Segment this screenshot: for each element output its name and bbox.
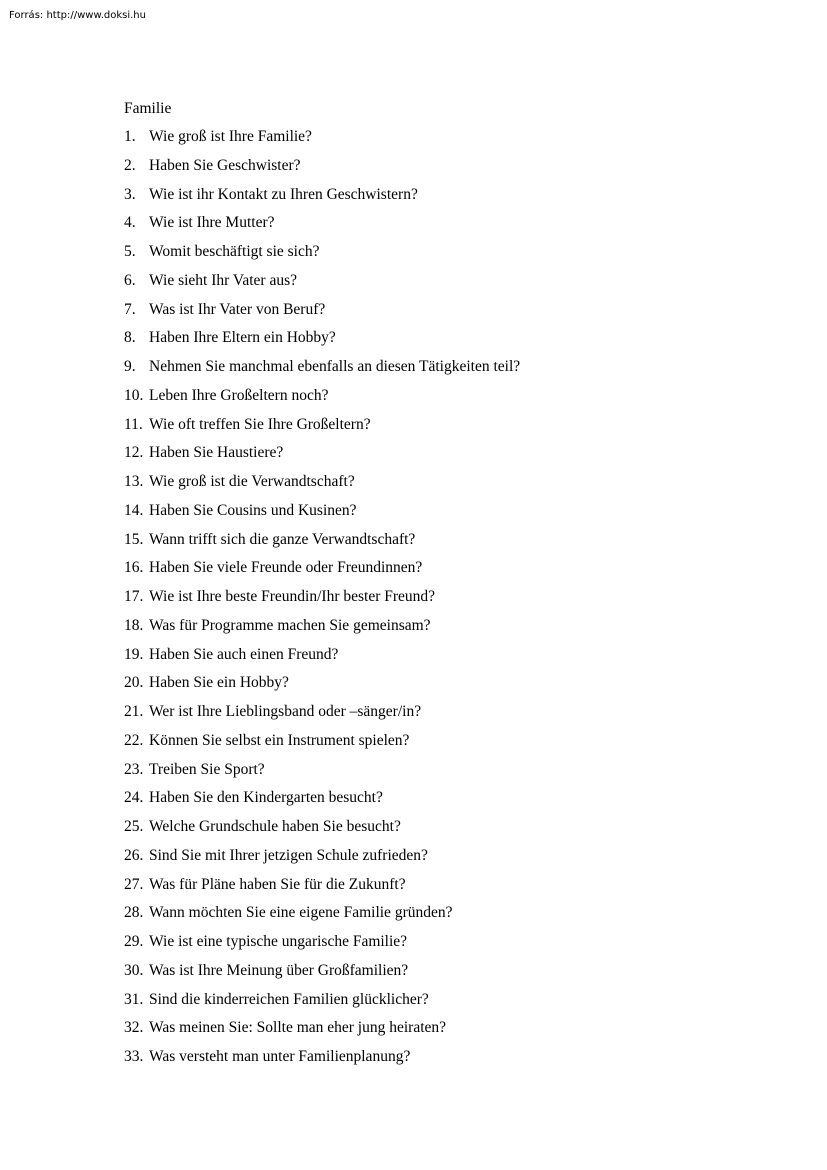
question-text: Haben Sie viele Freunde oder Freundinnen? — [149, 559, 423, 577]
question-number: 16. — [124, 559, 144, 577]
question-number: 15. — [124, 530, 144, 548]
question-number: 17. — [124, 588, 144, 605]
question-text: Wann möchten Sie eine eigene Familie gründen? — [149, 904, 453, 922]
question-number: 20. — [124, 674, 144, 692]
question-text: Haben Sie Haustiere? — [149, 444, 284, 462]
question-number: 24. — [124, 789, 144, 807]
question-item — [124, 415, 724, 444]
question-number: 5. — [124, 243, 136, 260]
question-text: Wann trifft sich die ganze Verwandtschaft? — [149, 530, 416, 548]
question-text: Leben Ihre Großeltern noch? — [149, 386, 329, 404]
question-text: Was für Programme machen Sie gemeinsam? — [149, 616, 431, 634]
question-item — [124, 788, 724, 817]
question-item — [124, 501, 724, 530]
question-item — [124, 616, 724, 645]
question-number: 29. — [124, 933, 144, 950]
question-item — [124, 156, 724, 185]
question-item — [124, 472, 724, 501]
question-item — [124, 817, 724, 846]
question-item — [124, 731, 724, 760]
question-text: Was für Pläne haben Sie für die Zukunft? — [149, 875, 406, 893]
question-text: Womit beschäftigt sie sich? — [149, 243, 320, 260]
question-text: Wie sieht Ihr Vater aus? — [149, 271, 298, 289]
question-text: Sind Sie mit Ihrer jetzigen Schule zufrieden? — [149, 846, 428, 864]
question-item — [124, 185, 724, 214]
question-number: 7. — [124, 300, 136, 318]
question-number: 10. — [124, 386, 144, 404]
question-number: 21. — [124, 703, 144, 720]
question-item — [124, 990, 724, 1019]
question-text: Haben Sie ein Hobby? — [149, 674, 289, 692]
question-number: 9. — [124, 358, 136, 375]
question-text: Nehmen Sie manchmal ebenfalls an diesen Tätigkeiten teil? — [149, 358, 521, 375]
question-item — [124, 587, 724, 616]
question-text: Welche Grundschule haben Sie besucht? — [149, 818, 401, 835]
question-item — [124, 875, 724, 904]
question-text: Treiben Sie Sport? — [149, 760, 265, 778]
question-item — [124, 386, 724, 415]
question-item — [124, 673, 724, 702]
question-text: Was versteht man unter Familienplanung? — [149, 1048, 411, 1065]
document-title: Familie — [124, 100, 172, 117]
question-text: Haben Sie Cousins und Kusinen? — [149, 501, 357, 519]
question-text: Haben Sie auch einen Freund? — [149, 645, 339, 663]
question-item — [124, 127, 724, 156]
question-number: 2. — [124, 156, 136, 174]
question-item — [124, 242, 724, 271]
question-item — [124, 961, 724, 990]
question-item — [124, 932, 724, 961]
question-text: Wie groß ist Ihre Familie? — [149, 128, 312, 145]
question-text: Was ist Ihre Meinung über Großfamilien? — [149, 961, 409, 979]
question-number: 4. — [124, 214, 136, 232]
question-text: Wie ist Ihre Mutter? — [149, 214, 275, 232]
question-number: 13. — [124, 473, 144, 490]
question-text: Wie ist eine typische ungarische Familie? — [149, 933, 408, 950]
question-item — [124, 328, 724, 357]
question-item — [124, 530, 724, 559]
question-item — [124, 300, 724, 329]
question-list — [124, 127, 724, 1076]
question-number: 28. — [124, 904, 144, 922]
question-number: 23. — [124, 760, 144, 778]
question-number: 22. — [124, 731, 144, 749]
question-number: 1. — [124, 128, 136, 145]
question-item — [124, 1018, 724, 1047]
question-number: 14. — [124, 501, 144, 519]
question-text: Wie ist Ihre beste Freundin/Ihr bester Freund? — [149, 588, 436, 605]
question-number: 11. — [124, 415, 143, 433]
question-number: 30. — [124, 961, 144, 979]
question-number: 12. — [124, 444, 144, 462]
source-note: Forrás: http://www.doksi.hu — [9, 10, 146, 21]
question-item — [124, 846, 724, 875]
question-text: Haben Sie Geschwister? — [149, 156, 301, 174]
question-text: Was meinen Sie: Sollte man eher jung heiraten? — [149, 1019, 447, 1037]
question-number: 3. — [124, 185, 136, 203]
question-item — [124, 760, 724, 789]
question-text: Haben Sie den Kindergarten besucht? — [149, 789, 383, 807]
question-number: 25. — [124, 818, 144, 835]
question-number: 18. — [124, 616, 144, 634]
question-text: Wie groß ist die Verwandtschaft? — [149, 473, 355, 490]
question-number: 8. — [124, 329, 136, 347]
question-item — [124, 558, 724, 587]
question-text: Sind die kinderreichen Familien glücklicher? — [149, 990, 429, 1008]
question-number: 32. — [124, 1019, 144, 1037]
question-item — [124, 1047, 724, 1076]
question-item — [124, 213, 724, 242]
question-item — [124, 443, 724, 472]
question-text: Wer ist Ihre Lieblingsband oder –sänger/in? — [149, 703, 422, 720]
question-item — [124, 645, 724, 674]
question-item — [124, 903, 724, 932]
question-item — [124, 271, 724, 300]
question-text: Wie ist ihr Kontakt zu Ihren Geschwistern? — [149, 185, 418, 203]
question-item — [124, 357, 724, 386]
question-number: 6. — [124, 271, 136, 289]
question-item — [124, 702, 724, 731]
question-number: 26. — [124, 846, 144, 864]
question-number: 19. — [124, 645, 144, 663]
question-text: Können Sie selbst ein Instrument spielen? — [149, 731, 410, 749]
question-text: Wie oft treffen Sie Ihre Großeltern? — [149, 415, 371, 433]
question-text: Haben Ihre Eltern ein Hobby? — [149, 329, 336, 347]
question-number: 27. — [124, 875, 144, 893]
question-number: 33. — [124, 1048, 144, 1065]
question-text: Was ist Ihr Vater von Beruf? — [149, 300, 326, 318]
question-number: 31. — [124, 990, 144, 1008]
